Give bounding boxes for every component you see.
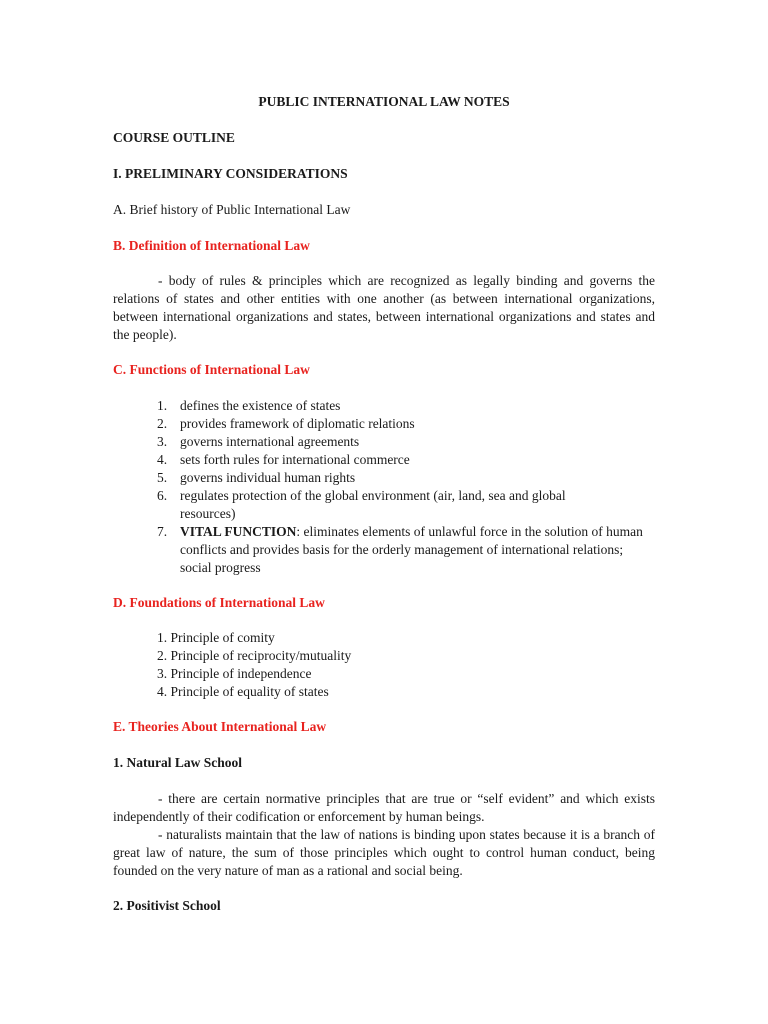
list-number: 6. <box>157 488 168 503</box>
item-b-heading: B. Definition of International Law <box>113 238 310 253</box>
section-i-heading: I. PRELIMINARY CONSIDERATIONS <box>113 166 348 181</box>
item-e-heading: E. Theories About International Law <box>113 719 327 734</box>
list-number: 1. <box>157 398 168 413</box>
list-item: 2. Principle of reciprocity/mutuality <box>157 648 352 663</box>
list-number: 5. <box>157 470 168 485</box>
list-text: sets forth rules for international commerce <box>180 452 410 467</box>
natural-law-heading: 1. Natural Law School <box>113 755 243 770</box>
list-item: 3. Principle of independence <box>157 666 312 681</box>
list-item <box>157 433 657 451</box>
positivist-heading: 2. Positivist School <box>113 898 221 913</box>
list-item <box>157 487 657 523</box>
natural-law-text-1: - there are certain normative principles that are true or “self evident” and which exists independently of their codification or enforcement by human beings. <box>113 791 655 824</box>
document-title: PUBLIC INTERNATIONAL LAW NOTES <box>258 94 510 109</box>
item-a-heading: A. Brief history of Public International Law <box>113 202 351 217</box>
list-item <box>157 415 657 433</box>
vital-function-text: : eliminates elements of unlawful force in the solution of human conflicts and provides basis for the orderly management of international relations; social progress <box>180 524 643 575</box>
list-number: 4. <box>157 452 168 467</box>
natural-law-paragraph-2 <box>113 826 655 880</box>
natural-law-paragraph-1 <box>113 790 655 826</box>
list-item <box>157 451 657 469</box>
definition-text: - body of rules & principles which are recognized as legally binding and governs the relations of states and other entities with one another (as between international organizations, between international organizations and states, between international organizations and states and the people). <box>113 273 655 342</box>
list-item <box>157 397 657 415</box>
foundations-list <box>157 629 351 701</box>
list-number: 7. <box>157 524 168 539</box>
list-item <box>157 469 657 487</box>
list-text: governs individual human rights <box>180 470 356 485</box>
list-number: 2. <box>157 416 168 431</box>
list-item: 4. Principle of equality of states <box>157 684 329 699</box>
vital-function-label: VITAL FUNCTION <box>180 524 297 539</box>
definition-paragraph <box>113 272 655 344</box>
item-c-heading: C. Functions of International Law <box>113 362 310 377</box>
list-text: provides framework of diplomatic relations <box>180 416 415 431</box>
natural-law-text-2: - naturalists maintain that the law of nations is binding upon states because it is a branch of great law of nature, the sum of those principles which ought to control human conduct, being founded on the very nature of man as a rational and social being. <box>113 827 655 878</box>
list-text: governs international agreements <box>180 434 360 449</box>
item-d-heading: D. Foundations of International Law <box>113 595 325 610</box>
functions-list <box>157 397 657 577</box>
list-number: 3. <box>157 434 168 449</box>
list-item-vital <box>157 523 657 577</box>
list-item: 1. Principle of comity <box>157 630 275 645</box>
list-text: defines the existence of states <box>180 398 341 413</box>
course-outline-heading: COURSE OUTLINE <box>113 130 235 145</box>
list-text: regulates protection of the global environment (air, land, sea and global resources) <box>180 488 566 521</box>
